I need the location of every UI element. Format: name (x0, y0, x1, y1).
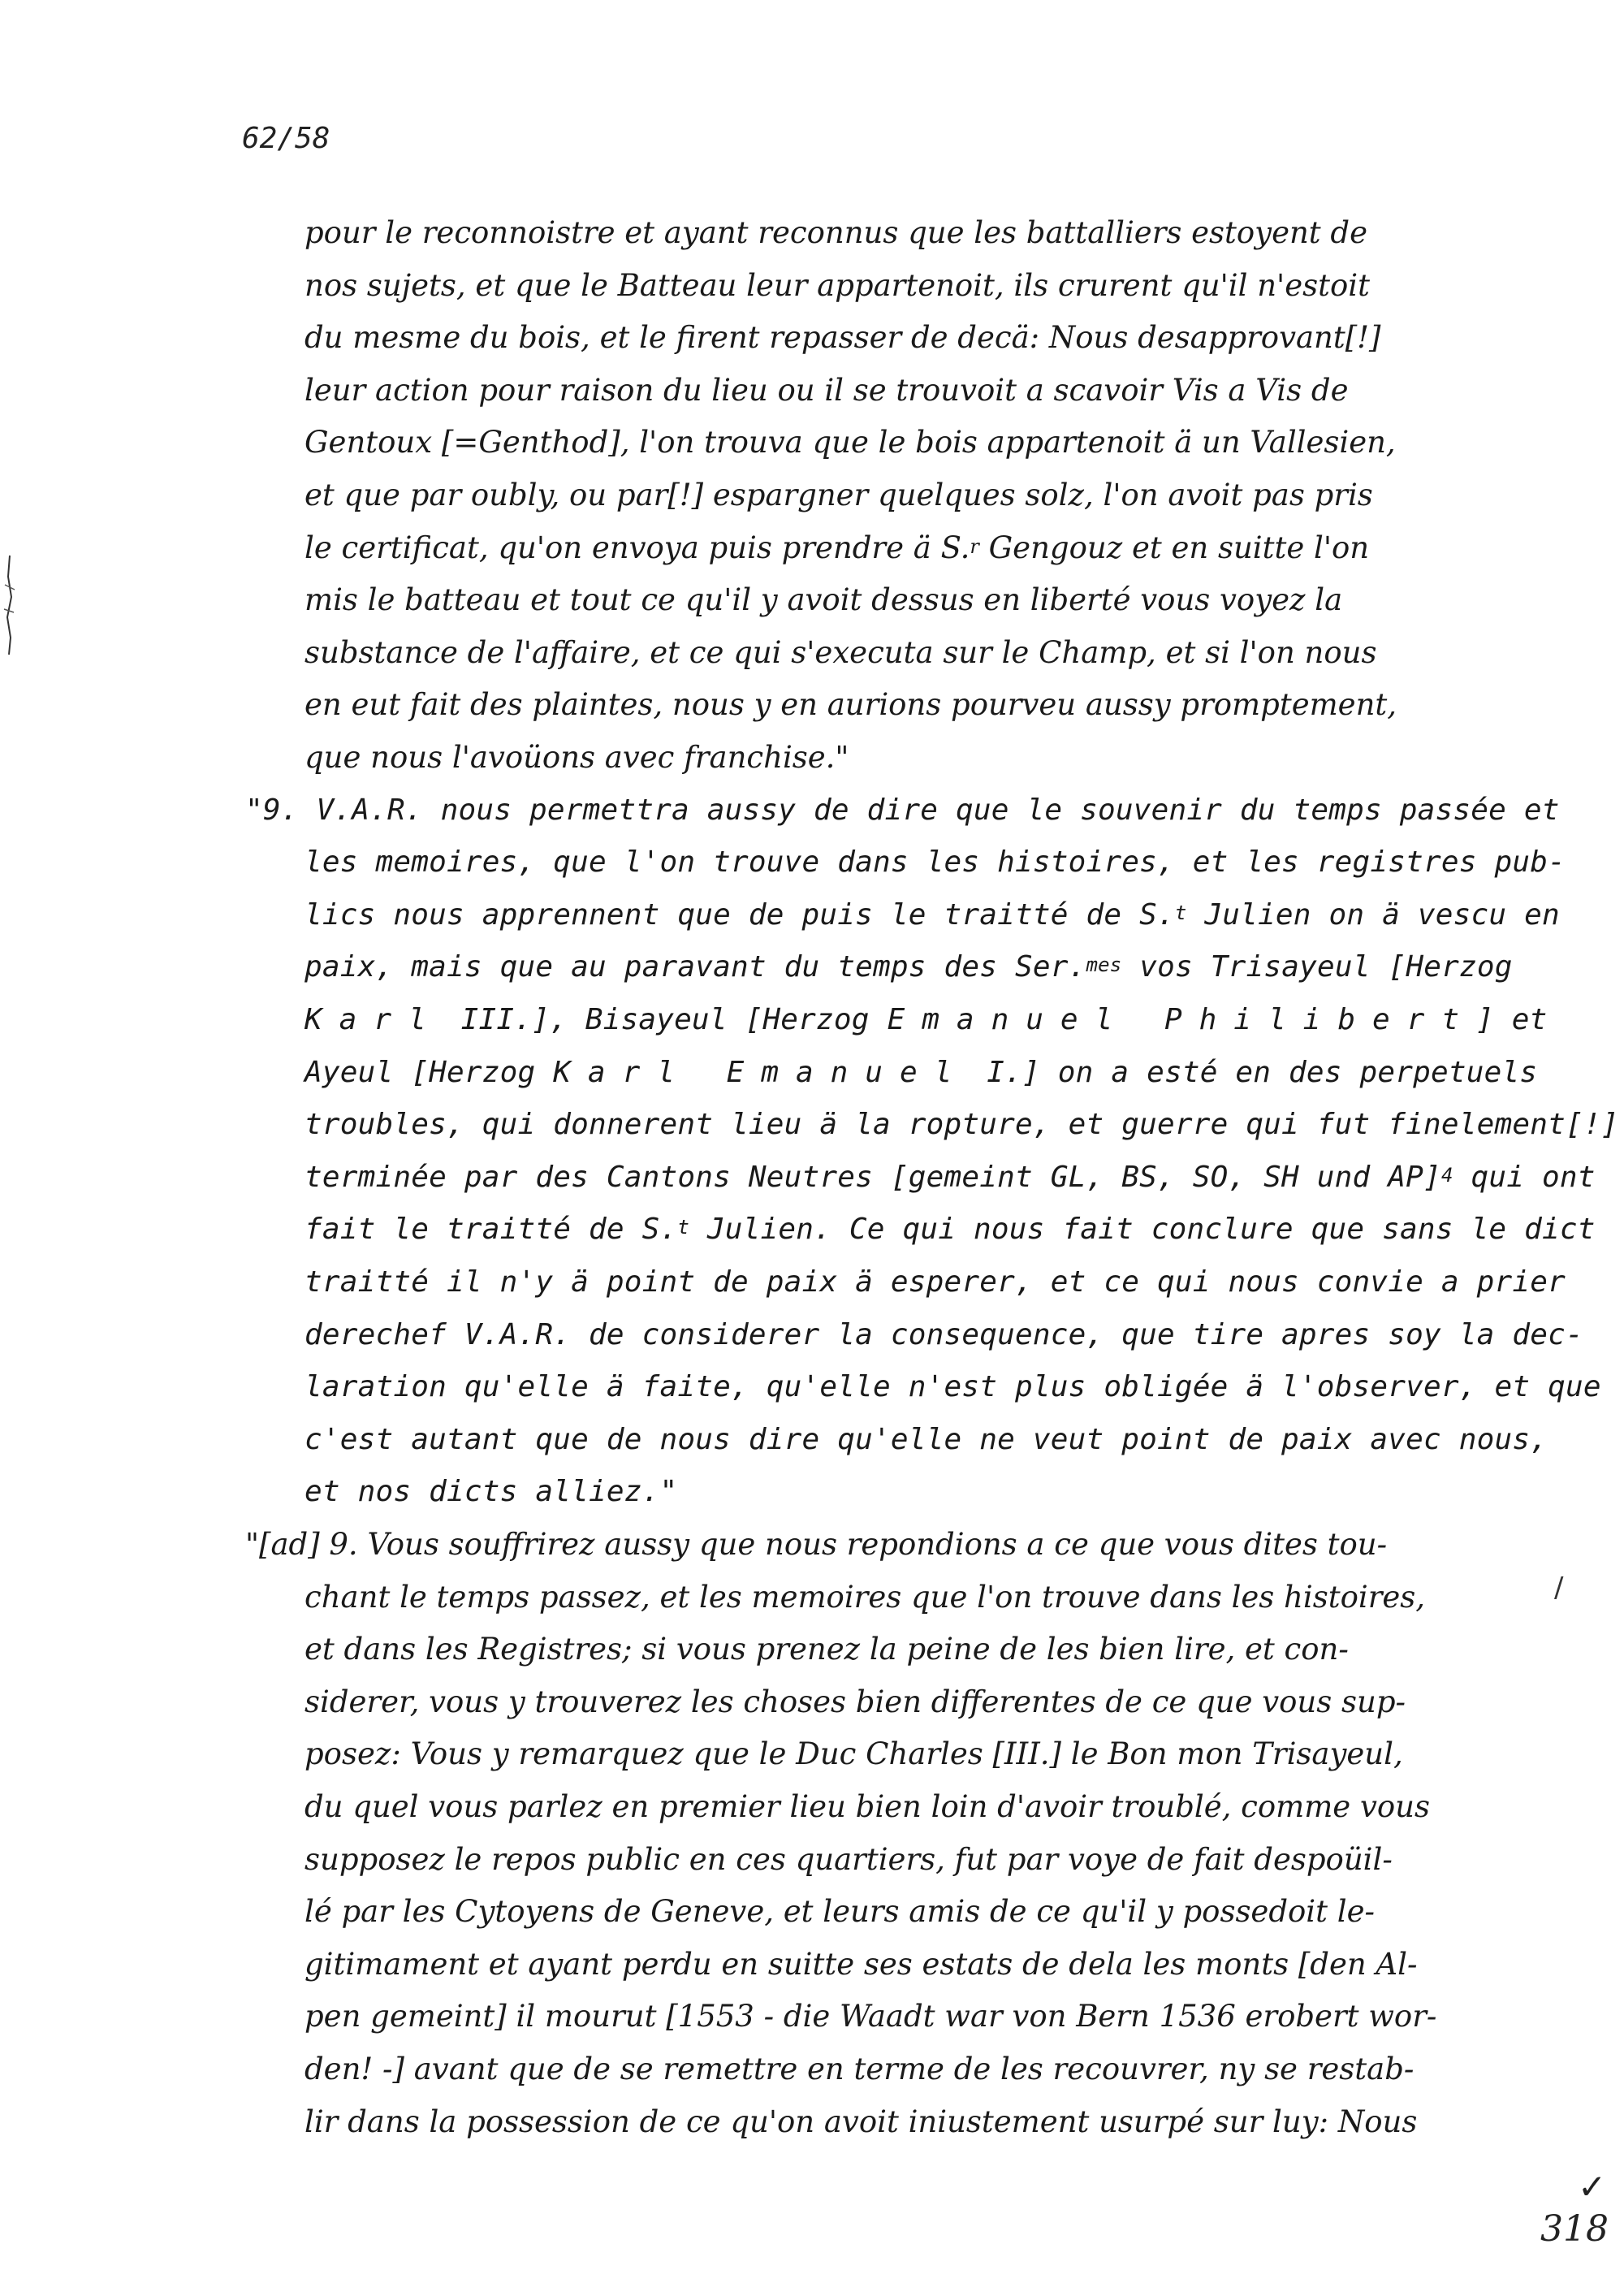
text-line (304, 1996, 1436, 2037)
text-segment: nos sujets, et que le Batteau leur appartenoit, ils crurent qu'il n'estoit (304, 267, 1370, 303)
text-segment: posez: Vous y remarquez que le Duc Charles [III.] le Bon mon Trisayeul, (304, 1736, 1403, 1772)
text-line (245, 790, 1560, 831)
text-line (304, 1629, 1349, 1670)
text-segment: en eut fait des plaintes, nous y en aurions pourveu aussy promptement, (304, 687, 1397, 723)
text-line (304, 422, 1396, 463)
text-line (304, 1262, 1566, 1303)
check-mark-icon: ✓ (1578, 2167, 1607, 2207)
text-segment: Julien on ä vescu en (1186, 897, 1560, 932)
text-line (304, 1944, 1417, 1985)
text-line (304, 737, 849, 778)
text-line (304, 1315, 1583, 1356)
text-line (304, 318, 1380, 358)
superscript: mes (1086, 953, 1122, 977)
text-segment: "[ad] 9. Vous souffrirez aussy que nous repondions a ce que vous dites tou- (245, 1527, 1388, 1562)
text-segment: les memoires, que l'on trouve dans les histoires, et les registres pub- (304, 845, 1566, 880)
text-segment: pen gemeint] il mourut [1553 - die Waadt war von Bern 1536 erobert wor- (304, 1999, 1437, 2034)
superscript: t (677, 1216, 690, 1239)
text-segment: Karl (304, 1003, 443, 1036)
text-line (304, 1577, 1425, 1618)
superscript: t (1174, 901, 1187, 924)
text-line (304, 1209, 1596, 1252)
text-segment: chant le temps passez, et les memoires que l'on trouve dans les histoires, (304, 1579, 1426, 1615)
text-segment: pour le reconnoistre et ayant reconnus que les battalliers estoyent de (304, 215, 1368, 250)
text-line (304, 2049, 1414, 2090)
text-segment: que nous l'avoüons avec franchise." (304, 740, 849, 775)
text-line (304, 1053, 1537, 1093)
text-line (304, 1840, 1393, 1880)
text-segment: le certificat, qu'on envoya puis prendre ä S. (304, 530, 970, 565)
text-line (304, 1787, 1430, 1827)
text-line (304, 370, 1348, 411)
text-segment: qui ont (1453, 1160, 1596, 1194)
text-line (304, 895, 1560, 938)
text-segment: terminée par des Cantons Neutres [gemeint GL, BS, SO, SH und AP] (304, 1160, 1441, 1194)
text-line (304, 528, 1369, 572)
text-line (304, 633, 1376, 673)
text-segment: derechef V.A.R. de considerer la consequence, que tire apres soy la dec- (304, 1317, 1583, 1351)
text-line (304, 1000, 1548, 1040)
text-line (304, 475, 1373, 516)
text-line (304, 1420, 1548, 1460)
text-line (304, 2102, 1417, 2142)
text-segment: et dans les Registres; si vous prenez la peine de les bien lire, et con- (304, 1632, 1349, 1667)
text-line (304, 1734, 1403, 1775)
text-segment: ] et (1476, 1003, 1548, 1036)
text-segment: siderer, vous y trouverez les choses bien differentes de ce que vous sup- (304, 1684, 1406, 1719)
text-segment: troubles, qui donnerent lieu ä la ropture, et guerre qui fut finelement[!] (304, 1108, 1619, 1142)
superscript: 4 (1440, 1163, 1453, 1187)
text-segment: lics nous apprennent que de puis le traitté de S. (304, 897, 1175, 932)
text-segment: du quel vous parlez en premier lieu bien loin d'avoir troublé, comme vous (304, 1789, 1430, 1824)
text-segment: traitté il n'y ä point de paix ä esperer, et ce qui nous convie a prier (304, 1265, 1566, 1299)
text-line (304, 685, 1397, 725)
text-line (304, 266, 1370, 306)
text-line (304, 1105, 1619, 1145)
text-line (304, 213, 1367, 253)
text-line (304, 1367, 1601, 1407)
text-line (304, 1472, 677, 1512)
text-segment: lé par les Cytoyens de Geneve, et leurs amis de ce qu'il y possedoit le- (304, 1894, 1375, 1930)
text-segment: substance de l'affaire, et ce qui s'executa sur le Champ, et si l'on nous (304, 634, 1377, 670)
text-segment: et que par oubly, ou par[!] espargner quelques solz, l'on avoit pas pris (304, 478, 1373, 512)
text-segment: lir dans la possession de ce qu'on avoit iniustement usurpé sur luy: Nous (304, 2104, 1418, 2139)
text-segment: Gentoux [=Genthod], l'on trouva que le bois appartenoit ä un Vallesien, (304, 425, 1396, 460)
text-segment: du mesme du bois, et le firent repasser de decä: Nous desapprovant[!] (304, 320, 1381, 356)
text-segment: Emanuel Philibert (887, 1003, 1477, 1036)
text-line (304, 1892, 1375, 1932)
text-segment: laration qu'elle ä faite, qu'elle n'est plus obligée ä l'observer, et que (304, 1370, 1601, 1404)
text-segment: mis le batteau et tout ce qu'il y avoit dessus en liberté vous voyez la (304, 582, 1343, 618)
text-segment: gitimament et ayant perdu en suitte ses estats de dela les monts [den Al- (304, 1946, 1418, 1982)
text-segment: III.], Bisayeul [Herzog (443, 1003, 888, 1036)
text-segment: Ayeul [Herzog (304, 1055, 554, 1089)
text-segment: Julien. Ce qui nous fait conclure que sans le dict (689, 1213, 1596, 1247)
folio-number: 62/58 (242, 122, 330, 155)
text-segment: c'est autant que de nous dire qu'elle ne veut point de paix avec nous, (304, 1422, 1548, 1456)
text-line (304, 947, 1513, 990)
superscript: r (970, 534, 979, 558)
text-line (304, 1682, 1406, 1723)
margin-mark: / (1554, 1572, 1564, 1604)
text-line (304, 580, 1342, 620)
margin-scribble (0, 552, 19, 658)
text-segment: den! -] avant que de se remettre en terme de les recouvrer, ny se restab- (304, 2052, 1415, 2086)
text-line (245, 1524, 1387, 1565)
text-segment: Gengouz et en suitte l'on (978, 530, 1370, 565)
text-segment: fait le traitté de S. (304, 1213, 678, 1247)
text-segment: "9. V.A.R. nous permettra aussy de dire que le souvenir du temps passée et (245, 793, 1560, 827)
text-segment: leur action pour raison du lieu ou il se trouvoit a scavoir Vis a Vis de (304, 372, 1349, 408)
text-segment: paix, mais que au paravant du temps des Ser. (304, 950, 1086, 984)
text-segment: I.] on a esté en des perpetuels (969, 1055, 1538, 1089)
text-line (304, 842, 1566, 883)
page-number-handwritten: 318 (1540, 2208, 1609, 2250)
text-line (304, 1157, 1596, 1200)
text-segment: supposez le repos public en ces quartiers, fut par voye de fait despoüil- (304, 1841, 1393, 1877)
text-segment: vos Trisayeul [Herzog (1121, 950, 1513, 984)
text-segment: et nos dicts alliez." (304, 1475, 678, 1509)
text-segment: Karl Emanuel (553, 1055, 970, 1089)
